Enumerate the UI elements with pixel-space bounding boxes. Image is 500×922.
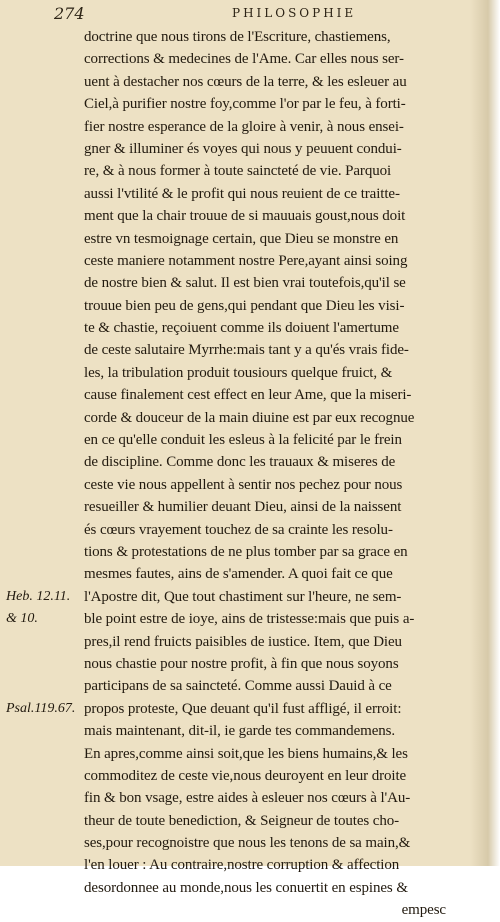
- text-line: doctrine que nous tirons de l'Escriture, chastiemens,: [84, 29, 391, 45]
- text-line: corrections & medecines de l'Ame. Car elles nous ser-: [84, 51, 404, 68]
- body-text: [84, 26, 460, 922]
- text-line: les, la tribulation produit tousiours quelque fruict, &: [84, 364, 393, 381]
- margin-note-psal: Psal.119.67.: [6, 701, 76, 716]
- text-line: ceste maniere notamment nostre Pere,ayant ainsi soing: [84, 252, 408, 269]
- text-line: ses,pour recognoistre que nous les tenons de sa main,&: [84, 835, 411, 852]
- text-line: re, & à nous former à toute saincteté de vie. Parquoi: [84, 163, 392, 180]
- text-line: te & chastie, reçoiuent comme ils doiuent l'amertume: [84, 320, 399, 337]
- running-title: PHILOSOPHIE: [232, 6, 357, 20]
- text-line: és cœurs vrayement touchez de sa crainte les resolu-: [84, 521, 393, 538]
- page-fold-shadow: [470, 0, 500, 866]
- catchword: empesc: [401, 902, 446, 919]
- text-line: Ciel,à purifier nostre foy,comme l'or par le feu, à forti-: [84, 96, 406, 113]
- text-line: propos proteste, Que deuant qu'il fust affligé, il erroit:: [84, 700, 402, 717]
- page-header: [0, 4, 500, 26]
- text-line: nous chastie pour nostre profit, à fin que nous soyons: [84, 655, 399, 672]
- text-line: cause finalement cest effect en leur Ame, que la miseri-: [84, 387, 412, 404]
- text-line: fier nostre esperance de la gloire à venir, à nous ensei-: [84, 118, 404, 135]
- text-line: aussi l'vtilité & le profit qui nous reuient de ce traitte-: [84, 185, 400, 202]
- text-line: fin & bon vsage, estre aides à esleuer nos cœurs à l'Au-: [84, 790, 411, 807]
- text-line: de nostre bien & salut. Il est bien vrai toutefois,qu'il se: [84, 275, 406, 292]
- text-line: tions & protestations de ne plus tomber par sa grace en: [84, 543, 408, 560]
- text-line: commoditez de ceste vie,nous deuroyent en leur droite: [84, 767, 407, 784]
- text-line: de ceste salutaire Myrrhe:mais tant y a qu'és vrais fide-: [84, 342, 409, 359]
- text-line: estre vn tesmoignage certain, que Dieu se monstre en: [84, 230, 399, 247]
- page-number: 274: [54, 4, 85, 23]
- text-line: gner & illuminer és voyes qui nous y peuuent condui-: [84, 140, 402, 157]
- text-line: resueiller & humilier deuant Dieu, ainsi de la naissent: [84, 499, 402, 516]
- text-line: theur de toute benediction, & Seigneur de toutes cho-: [84, 812, 400, 829]
- text-line: l'en louer : Au contraire,nostre corruption & affection: [84, 857, 400, 874]
- text-line: mais maintenant, dit-il, ie garde tes commandemens.: [84, 723, 396, 740]
- text-line: mesmes fautes, ains de s'amender. A quoi fait ce que: [84, 566, 393, 583]
- text-line: l'Apostre dit, Que tout chastiment sur l'heure, ne sem-: [84, 588, 402, 605]
- text-line: ble point estre de ioye, ains de tristesse:mais que puis a-: [84, 611, 415, 628]
- margin-note-heb-10: & 10.: [6, 611, 38, 626]
- margin-note-heb: Heb. 12.11.: [6, 589, 71, 604]
- text-line: participans de sa saincteté. Comme aussi Dauid à ce: [84, 678, 392, 695]
- text-line: En apres,comme ainsi soit,que les biens humains,& les: [84, 745, 408, 762]
- text-line: de discipline. Comme donc les trauaux & miseres de: [84, 454, 396, 471]
- text-line: pres,il rend fruicts paisibles de iustice. Item, que Dieu: [84, 633, 402, 650]
- text-line: desordonnee au monde,nous les conuertit en espines &: [84, 879, 408, 896]
- text-line: corde & douceur de la main diuine est par eux recognue: [84, 409, 415, 426]
- text-line: ment que la chair trouue de si mauuais goust,nous doit: [84, 208, 406, 225]
- text-line: ceste vie nous appellent à sentir nos pechez pour nous: [84, 476, 403, 493]
- text-line: uent à destacher nos cœurs de la terre, & les esleuer au: [84, 73, 407, 90]
- text-line: en ce qu'elle conduit les esleus à la felicité par le frein: [84, 432, 402, 449]
- text-line: trouue bien peu de gens,qui pendant que Dieu les visi-: [84, 297, 405, 314]
